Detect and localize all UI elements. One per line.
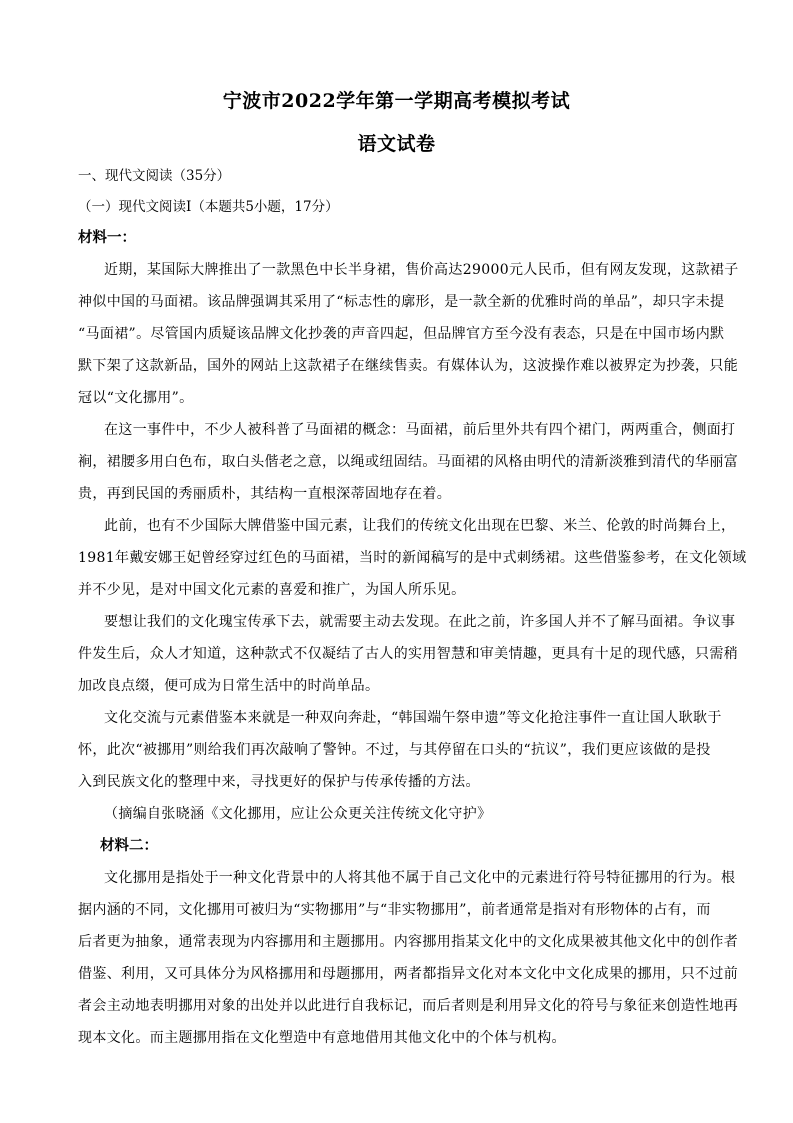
- paragraph-line: 默下架了这款新品，国外的网站上这款裙子在继续售卖。有媒体认为，这波操作难以被界定为抄袭，只能: [78, 358, 739, 374]
- paragraph-line: 加改良点缀，便可成为日常生活中的时尚单品。: [78, 678, 380, 694]
- document-title: 宁波市2022学年第一学期高考模拟考试: [222, 90, 571, 112]
- subsection-heading: （一）现代文阅读Ⅰ（本题共5小题，17分）: [78, 199, 339, 215]
- paragraph-line: 此前，也有不少国际大牌借鉴中国元素，让我们的传统文化出现在巴黎、米兰、伦敦的时尚舞台上，: [104, 518, 736, 534]
- paragraph-line: 者会主动地表明挪用对象的出处并以此进行自我标记，而后者则是利用异文化的符号与象征来创造性地再: [78, 998, 739, 1014]
- section-heading: 一、现代文阅读（35分）: [78, 168, 231, 184]
- paragraph-line: 据内涵的不同，文化挪用可被归为“实物挪用”与“非实物挪用”，前者通常是指对有形物体的占有，而: [78, 902, 711, 918]
- paragraph-line: 在这一事件中，不少人被科普了马面裙的概念：马面裙，前后里外共有四个裙门，两两重合，侧面打: [104, 422, 736, 438]
- paragraph-line: 神似中国的马面裙。该品牌强调其采用了“标志性的廓形，是一款全新的优雅时尚的单品”，却只字未提: [78, 294, 725, 310]
- paragraph-line: 要想让我们的文化瑰宝传承下去，就需要主动去发现。在此之前，许多国人并不了解马面裙。争议事: [104, 614, 736, 630]
- paragraph-line: “马面裙”。尽管国内质疑该品牌文化抄袭的声音四起，但品牌官方至今没有表态，只是在中国市场内默: [78, 326, 725, 342]
- paragraph-line: 近期，某国际大牌推出了一款黑色中长半身裙，售价高达29000元人民币，但有网友发现，这款裙子: [104, 262, 739, 278]
- paragraph-line: 件发生后，众人才知道，这种款式不仅凝结了古人的实用智慧和审美情趣，更具有十足的现代感，只需稍: [78, 646, 739, 662]
- paragraph-line: 入到民族文化的整理中来，寻找更好的保护与传承传播的方法。: [78, 774, 480, 790]
- paragraph-line: 后者更为抽象，通常表现为内容挪用和主题挪用。内容挪用指某文化中的文化成果被其他文化中的创作者: [78, 934, 739, 950]
- material1-source: （摘编自张晓涵《文化挪用，应让公众更关注传统文化守护》: [104, 806, 492, 822]
- paragraph-line: 现本文化。而主题挪用指在文化塑造中有意地借用其他文化中的个体与机构。: [78, 1030, 566, 1046]
- material2-label: 材料二：: [100, 837, 158, 854]
- paragraph-line: 并不少见，是对中国文化元素的喜爱和推广，为国人所乐见。: [78, 582, 466, 598]
- paragraph-line: 冠以“文化挪用”。: [78, 390, 194, 406]
- paragraph-line: 裥，裙腰多用白色布，取白头偕老之意，以绳或纽固结。马面裙的风格由明代的清新淡雅到清代的华丽富: [78, 454, 739, 470]
- document-subtitle: 语文试卷: [357, 133, 436, 155]
- paragraph-line: 怀，此次“被挪用”则给我们再次敲响了警钟。不过，与其停留在口头的“抗议”，我们更应该做的是投: [78, 742, 711, 758]
- paragraph-line: 贵，再到民国的秀丽质朴，其结构一直根深蒂固地存在着。: [78, 486, 452, 502]
- paragraph-line: 借鉴、利用，又可具体分为风格挪用和母题挪用，两者都指异文化对本文化中文化成果的挪用，只不过前: [78, 966, 739, 982]
- paragraph-line: 文化交流与元素借鉴本来就是一种双向奔赴，“韩国端午祭申遗”等文化抢注事件一直让国人耿耿于: [104, 710, 722, 726]
- paragraph-line: 1981年戴安娜王妃曾经穿过红色的马面裙，当时的新闻稿写的是中式刺绣裙。这些借鉴参考，在文化领域: [78, 550, 747, 566]
- material1-label: 材料一：: [78, 229, 136, 246]
- paragraph-line: 文化挪用是指处于一种文化背景中的人将其他不属于自己文化中的元素进行符号特征挪用的行为。根: [104, 870, 736, 886]
